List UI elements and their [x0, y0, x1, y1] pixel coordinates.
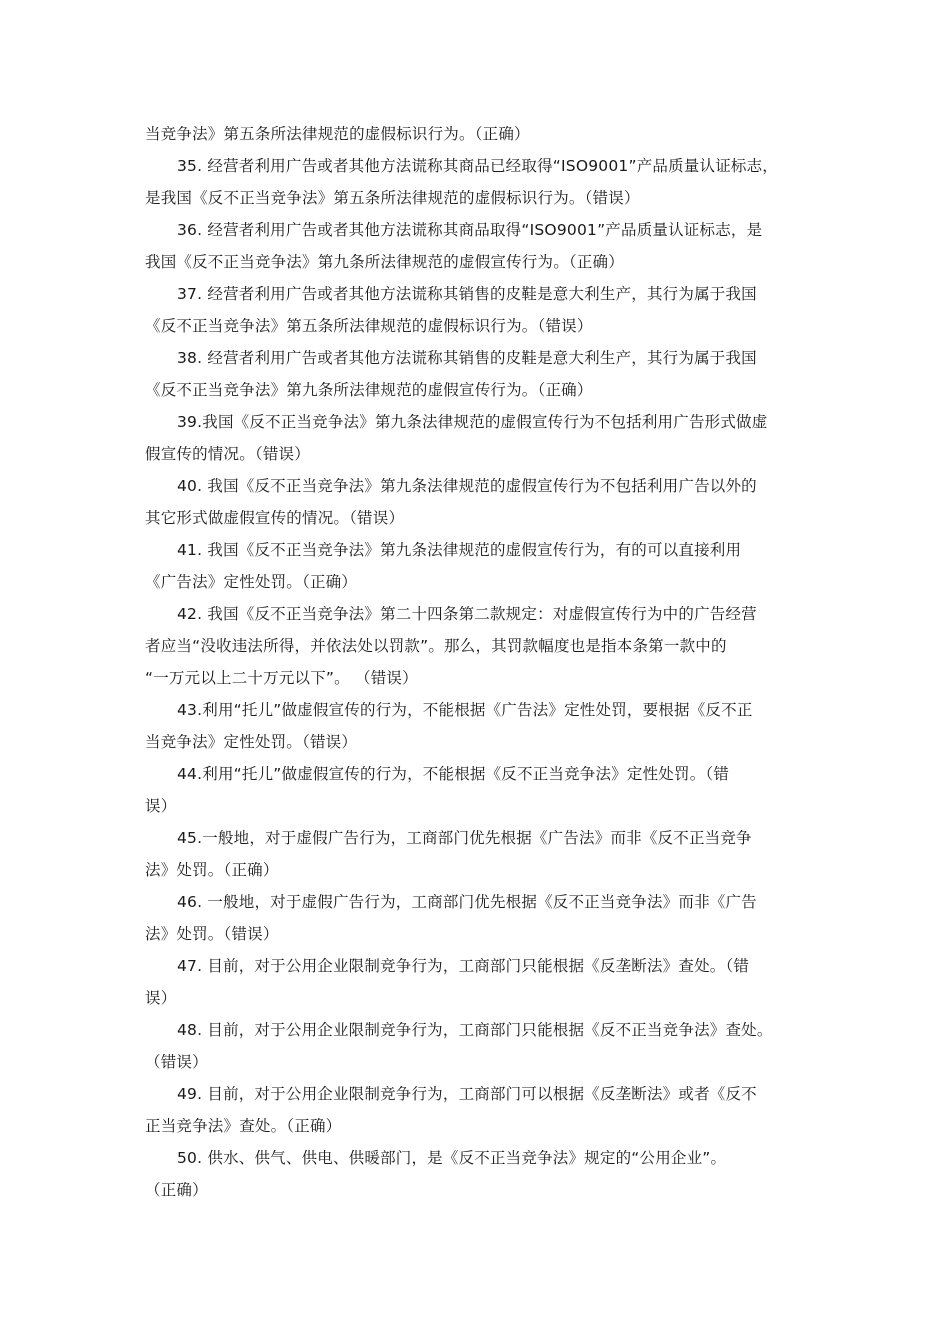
item-42-line-2: 者应当“没收违法所得，并依法处以罚款”。那么，其罚款幅度也是指本条第一款中的: [145, 637, 727, 655]
item-47-line-2: 误）: [145, 989, 177, 1007]
item-35-line-2: 是我国《反不正当竞争法》第五条所法律规范的虚假标识行为。（错误）: [145, 189, 640, 207]
item-36-line-1: 36. 经营者利用广告或者其他方法谎称其商品取得“ISO9001”产品质量认证标志，是: [177, 221, 763, 239]
item-49-line-1: 49. 目前，对于公用企业限制竞争行为，工商部门可以根据《反垄断法》或者《反不: [177, 1085, 757, 1103]
item-49-line-2: 正当竞争法》查处。（正确）: [145, 1117, 342, 1135]
item-40-line-1: 40. 我国《反不正当竞争法》第九条法律规范的虚假宣传行为不包括利用广告以外的: [177, 477, 757, 495]
item-45-line-2: 法》处罚。（正确）: [145, 861, 279, 879]
item-39-line-2: 假宣传的情况。（错误）: [145, 445, 310, 463]
item-38-line-2: 《反不正当竞争法》第九条所法律规范的虚假宣传行为。（正确）: [145, 381, 593, 399]
item-39-line-1: 39.我国《反不正当竞争法》第九条法律规范的虚假宣传行为不包括利用广告形式做虚: [177, 413, 768, 431]
document-body: [145, 118, 820, 1206]
item-45-line-1: 45.一般地，对于虚假广告行为，工商部门优先根据《广告法》而非《反不正当竞争: [177, 829, 752, 847]
item-42-line-3: “一万元以上二十万元以下”。 （错误）: [145, 669, 418, 687]
item-41-line-1: 41. 我国《反不正当竞争法》第九条法律规范的虚假宣传行为，有的可以直接利用: [177, 541, 742, 559]
item-43-line-1: 43.利用“托儿”做虚假宣传的行为，不能根据《广告法》定性处罚，要根据《反不正: [177, 701, 753, 719]
item-36-line-2: 我国《反不正当竞争法》第九条所法律规范的虚假宣传行为。（正确）: [145, 253, 624, 271]
item-46-line-1: 46. 一般地，对于虚假广告行为，工商部门优先根据《反不正当竞争法》而非《广告: [177, 893, 757, 911]
item-44-line-2: 误）: [145, 797, 177, 815]
item-38-line-1: 38. 经营者利用广告或者其他方法谎称其销售的皮鞋是意大利生产，其行为属于我国: [177, 349, 757, 367]
text-line: 当竞争法》第五条所法律规范的虚假标识行为。（正确）: [145, 125, 530, 143]
item-44-line-1: 44.利用“托儿”做虚假宣传的行为，不能根据《反不正当竞争法》定性处罚。（错: [177, 765, 730, 783]
item-48-line-1: 48. 目前，对于公用企业限制竞争行为，工商部门只能根据《反不正当竞争法》查处。: [177, 1021, 773, 1039]
item-37-line-2: 《反不正当竞争法》第五条所法律规范的虚假标识行为。（错误）: [145, 317, 593, 335]
item-50-line-1: 50. 供水、供气、供电、供暖部门，是《反不正当竞争法》规定的“公用企业”。: [177, 1149, 727, 1167]
item-42-line-1: 42. 我国《反不正当竞争法》第二十四条第二款规定：对虚假宣传行为中的广告经营: [177, 605, 757, 623]
item-37-line-1: 37. 经营者利用广告或者其他方法谎称其销售的皮鞋是意大利生产，其行为属于我国: [177, 285, 757, 303]
item-50-line-2: （正确）: [145, 1181, 208, 1199]
item-35-line-1: 35. 经营者利用广告或者其他方法谎称其商品已经取得“ISO9001”产品质量认证标志，: [177, 157, 778, 175]
item-43-line-2: 当竞争法》定性处罚。（错误）: [145, 733, 358, 751]
item-48-line-2: （错误）: [145, 1053, 208, 1071]
item-46-line-2: 法》处罚。（错误）: [145, 925, 279, 943]
item-40-line-2: 其它形式做虚假宣传的情况。（错误）: [145, 509, 405, 527]
item-41-line-2: 《广告法》定性处罚。（正确）: [145, 573, 358, 591]
item-47-line-1: 47. 目前，对于公用企业限制竞争行为，工商部门只能根据《反垄断法》查处。（错: [177, 957, 750, 975]
